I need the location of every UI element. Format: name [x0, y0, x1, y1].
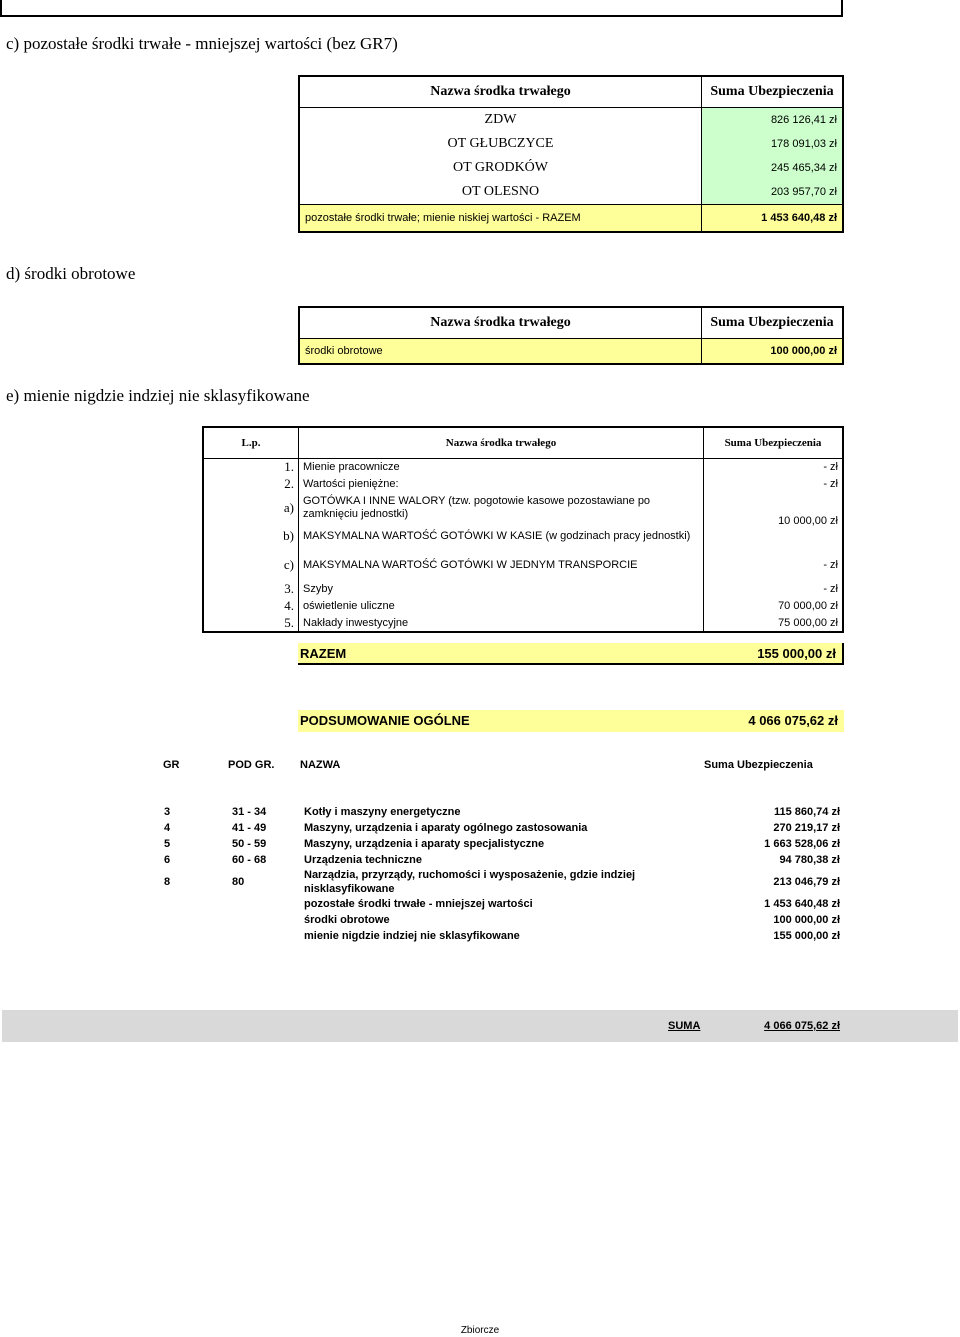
lp: 5.: [203, 615, 299, 632]
header-sum: Suma Ubezpieczenia: [704, 427, 844, 459]
header-name: Nazwa środka trwałego: [299, 76, 702, 108]
podsumowanie-label: PODSUMOWANIE OGÓLNE: [300, 713, 470, 728]
item-name: Nakłady inwestycyjne: [299, 615, 704, 632]
summary-header-pod: POD GR.: [228, 759, 275, 771]
razem-bar: [298, 643, 844, 665]
lp: 2.: [203, 476, 299, 493]
summary-amount: 1 453 640,48 zł: [764, 898, 840, 910]
header-name: Nazwa środka trwałego: [299, 307, 702, 339]
suma-bar: [2, 1010, 958, 1042]
lp: a): [203, 493, 299, 523]
summary-nazwa: pozostałe środki trwałe - mniejszej wartości: [304, 898, 533, 910]
header-sum: Suma Ubezpieczenia: [702, 307, 844, 339]
unit-amount: 245 465,34 zł: [702, 156, 844, 180]
summary-amount: 94 780,38 zł: [779, 854, 840, 866]
podsumowanie-bar: [298, 710, 844, 732]
summary-nazwa: Kotły i maszyny energetyczne: [304, 806, 461, 818]
summary-gr: 3: [164, 806, 171, 818]
unit-name: OT GRODKÓW: [299, 156, 702, 180]
item-amount: - zł: [823, 461, 838, 474]
unit-amount: 178 091,03 zł: [702, 132, 844, 156]
section-e-title: e) mienie nigdzie indziej nie sklasyfikowane: [6, 386, 310, 405]
section-d-row-name: środki obrotowe: [299, 339, 702, 365]
razem-amount: 155 000,00 zł: [757, 646, 836, 661]
summary-amount: 213 046,79 zł: [773, 876, 840, 888]
summary-amount: 155 000,00 zł: [773, 930, 840, 942]
summary-pod: 31 - 34: [232, 806, 267, 818]
summary-gr: 8: [164, 876, 171, 888]
section-d-row-amount: 100 000,00 zł: [702, 339, 844, 365]
summary-pod: 60 - 68: [232, 854, 267, 866]
summary-pod: 41 - 49: [232, 822, 267, 834]
podsumowanie-amount: 4 066 075,62 zł: [748, 713, 838, 728]
summary-header-suma: Suma Ubezpieczenia: [704, 759, 813, 771]
summary-nazwa: Urządzenia techniczne: [304, 854, 422, 866]
summary-nazwa: Narządzia, przyrządy, ruchomości i wysposażenie, gdzie indziej nisklasyfikowane: [304, 869, 636, 895]
summary-header-gr: GR: [163, 759, 180, 771]
section-e-table: [202, 426, 844, 633]
razem-label: RAZEM: [300, 646, 347, 661]
item-amount: 75 000,00 zł: [778, 616, 838, 629]
section-c-table: [298, 75, 844, 233]
section-d-title: d) środki obrotowe: [6, 264, 136, 283]
unit-amount: 826 126,41 zł: [702, 108, 844, 133]
section-d-table: [298, 306, 844, 365]
lp: 3.: [203, 581, 299, 598]
summary-amount: 1 663 528,06 zł: [764, 838, 840, 850]
header-name: Nazwa środka trwałego: [299, 427, 704, 459]
summary-gr: [160, 896, 228, 912]
summary-gr: [160, 928, 228, 944]
suma-amount: 4 066 075,62 zł: [764, 1020, 840, 1032]
section-c-total-label: pozostałe środki trwałe; mienie niskiej wartości - RAZEM: [299, 205, 702, 233]
lp: 1.: [203, 459, 299, 476]
item-name: Wartości pieniężne:: [299, 476, 704, 493]
summary-amount: 115 860,74 zł: [773, 806, 840, 818]
summary-table: [160, 804, 844, 944]
header-sum: Suma Ubezpieczenia: [702, 76, 844, 108]
summary-pod: 50 - 59: [232, 838, 267, 850]
summary-gr: 6: [164, 854, 171, 866]
item-amount: - zł: [823, 558, 838, 571]
item-name: MAKSYMALNA WARTOŚĆ GOTÓWKI W JEDNYM TRANSPORCIE: [299, 549, 704, 581]
summary-amount: 270 219,17 zł: [773, 822, 840, 834]
summary-nazwa: Maszyny, urządzenia i aparaty ogólnego zastosowania: [304, 822, 588, 834]
unit-name: OT OLESNO: [299, 180, 702, 205]
item-name: GOTÓWKA I INNE WALORY (tzw. pogotowie kasowe pozostawiane po zamknięciu jednostki): [299, 493, 704, 523]
summary-pod: 80: [232, 876, 245, 888]
top-frame: [0, 0, 843, 17]
summary-nazwa: mienie nigdzie indziej nie sklasyfikowane: [304, 930, 520, 942]
header-lp: L.p.: [203, 427, 299, 459]
summary-nazwa: środki obrotowe: [304, 914, 390, 926]
item-name: MAKSYMALNA WARTOŚĆ GOTÓWKI W KASIE (w godzinach pracy jednostki): [299, 523, 704, 549]
item-amount: 70 000,00 zł: [778, 600, 838, 612]
item-name: oświetlenie uliczne: [299, 598, 704, 615]
summary-gr: [160, 912, 228, 928]
summary-gr: 4: [164, 822, 171, 834]
summary-gr: 5: [164, 838, 171, 850]
item-amount: 10 000,00 zł: [778, 514, 838, 527]
suma-label: SUMA: [668, 1020, 701, 1032]
lp: b): [203, 523, 299, 549]
unit-name: OT GŁUBCZYCE: [299, 132, 702, 156]
summary-nazwa: Maszyny, urządzenia i aparaty specjalistyczne: [304, 838, 545, 850]
unit-amount: 203 957,70 zł: [702, 180, 844, 205]
section-c-title: c) pozostałe środki trwałe - mniejszej wartości (bez GR7): [6, 34, 398, 53]
item-name: Szyby: [299, 581, 704, 598]
summary-pod: [228, 912, 300, 928]
lp: c): [203, 549, 299, 581]
summary-header-nazwa: NAZWA: [300, 759, 341, 771]
section-c-total-amount: 1 453 640,48 zł: [702, 205, 844, 233]
item-amount: - zł: [823, 583, 838, 595]
item-amount: - zł: [823, 478, 838, 490]
summary-pod: [228, 928, 300, 944]
footer-sheet-name: Zbiorcze: [460, 1325, 500, 1336]
summary-amount: 100 000,00 zł: [773, 914, 840, 926]
unit-name: ZDW: [299, 108, 702, 133]
summary-pod: [228, 896, 300, 912]
item-name: Mienie pracownicze: [299, 459, 704, 476]
lp: 4.: [203, 598, 299, 615]
